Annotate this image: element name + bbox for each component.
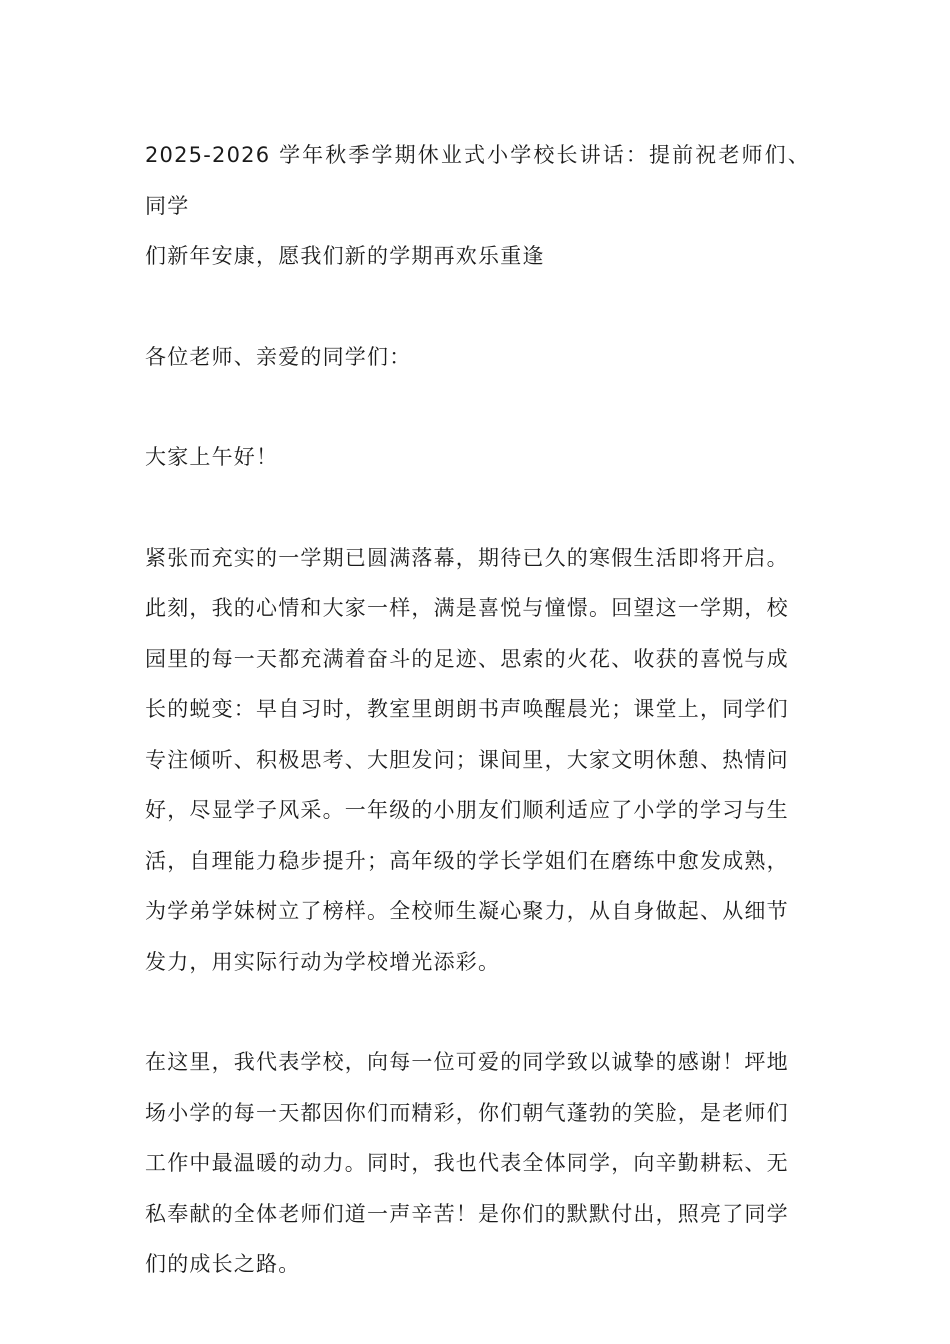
- document-page: [145, 130, 810, 1290]
- paragraph-line: 工作中最温暖的动力。同时，我也代表全体同学，向辛勤耕耘、无: [145, 1151, 789, 1175]
- body-paragraph-2: [145, 1037, 810, 1290]
- paragraph-line: 园里的每一天都充满着奋斗的足迹、思索的火花、收获的喜悦与成: [145, 646, 789, 671]
- paragraph-line: 在这里，我代表学校，向每一位可爱的同学致以诚挚的感谢！坪地: [145, 1050, 789, 1074]
- paragraph-line: 私奉献的全体老师们道一声辛苦！是你们的默默付出，照亮了同学: [145, 1201, 789, 1226]
- salutation: 各位老师、亲爱的同学们：: [145, 344, 412, 369]
- paragraph-line: 长的蜕变：早自习时，教室里朗朗书声唤醒晨光；课堂上，同学们: [145, 697, 789, 721]
- greeting: 大家上午好！: [145, 445, 279, 469]
- title-line: 2025-2026 学年秋季学期休业式小学校长讲话：提前祝老师们、同学: [145, 143, 810, 218]
- paragraph-line: 专注倾听、积极思考、大胆发问；课间里，大家文明休憩、热情问: [145, 747, 789, 772]
- paragraph-line: 们的成长之路。: [145, 1252, 301, 1276]
- title-line: 们新年安康，愿我们新的学期再欢乐重逢: [145, 244, 545, 268]
- document-title: [145, 130, 810, 282]
- paragraph-line: 此刻，我的心情和大家一样，满是喜悦与憧憬。回望这一学期，校: [145, 596, 789, 620]
- paragraph-line: 活，自理能力稳步提升；高年级的学长学姐们在磨练中愈发成熟，: [145, 848, 789, 873]
- paragraph-line: 场小学的每一天都因你们而精彩，你们朝气蓬勃的笑脸，是老师们: [145, 1100, 789, 1125]
- paragraph-line: 紧张而充实的一学期已圆满落幕，期待已久的寒假生活即将开启。: [145, 545, 789, 570]
- paragraph-line: 为学弟学妹树立了榜样。全校师生凝心聚力，从自身做起、从细节: [145, 899, 789, 923]
- paragraph-line: 发力，用实际行动为学校增光添彩。: [145, 949, 501, 974]
- paragraph-line: 好，尽显学子风采。一年级的小朋友们顺利适应了小学的学习与生: [145, 798, 789, 822]
- body-paragraph-1: [145, 533, 810, 988]
